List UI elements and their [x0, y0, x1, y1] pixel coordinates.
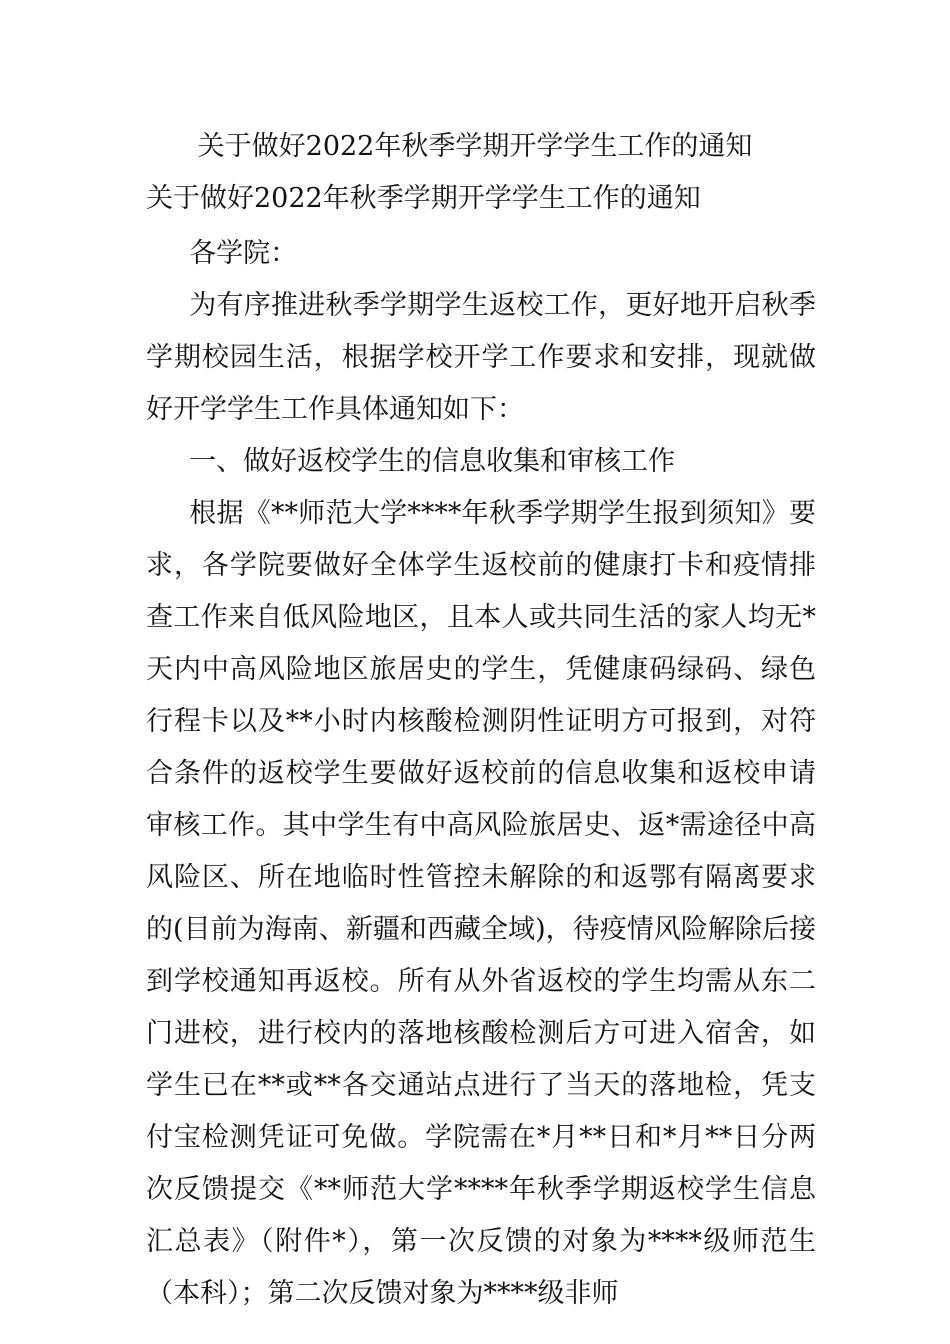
document-title: 关于做好2022年秋季学期开学学生工作的通知: [197, 131, 753, 162]
section-heading-1: 一、做好返校学生的信息收集和审核工作: [189, 446, 676, 477]
paragraph-intro: 为有序推进秋季学期学生返校工作，更好地开启秋季学期校园生活，根据学校开学工作要求和安排，现就做好开学学生工作具体通知如下：: [146, 290, 816, 425]
document-subtitle: 关于做好2022年秋季学期开学学生工作的通知: [146, 183, 701, 214]
salutation: 各学院：: [189, 238, 298, 269]
document-body: [146, 228, 816, 1320]
paragraph-section-1: 根据《**师范大学****年秋季学期学生报到须知》要求，各学院要做好全体学生返校前的健康打卡和疫情排查工作来自低风险地区，且本人或共同生活的家人均无*天内中高风险地区旅居史的学生，凭健康码绿码、绿色行程卡以及**小时内核酸检测阴性证明方可报到，对符合条件的返校学生要做好返校前的信息收集和返校申请审核工作。其中学生有中高风险旅居史、返*需途径中高风险区、所在地临时性管控未解除的和返鄂有隔离要求的(目前为海南、新疆和西藏全域)，待疫情风险解除后接到学校通知再返校。所有从外省返校的学生均需从东二门进校，进行校内的落地核酸检测后方可进入宿舍，如学生已在**或**各交通站点进行了当天的落地检，凭支付宝检测凭证可免做。学院需在*月**日和*月**日分两次反馈提交《**师范大学****年秋季学期返校学生信息汇总表》（附件*），第一次反馈的对象为****级师范生（本科）；第二次反馈对象为****级非师: [146, 498, 816, 1309]
